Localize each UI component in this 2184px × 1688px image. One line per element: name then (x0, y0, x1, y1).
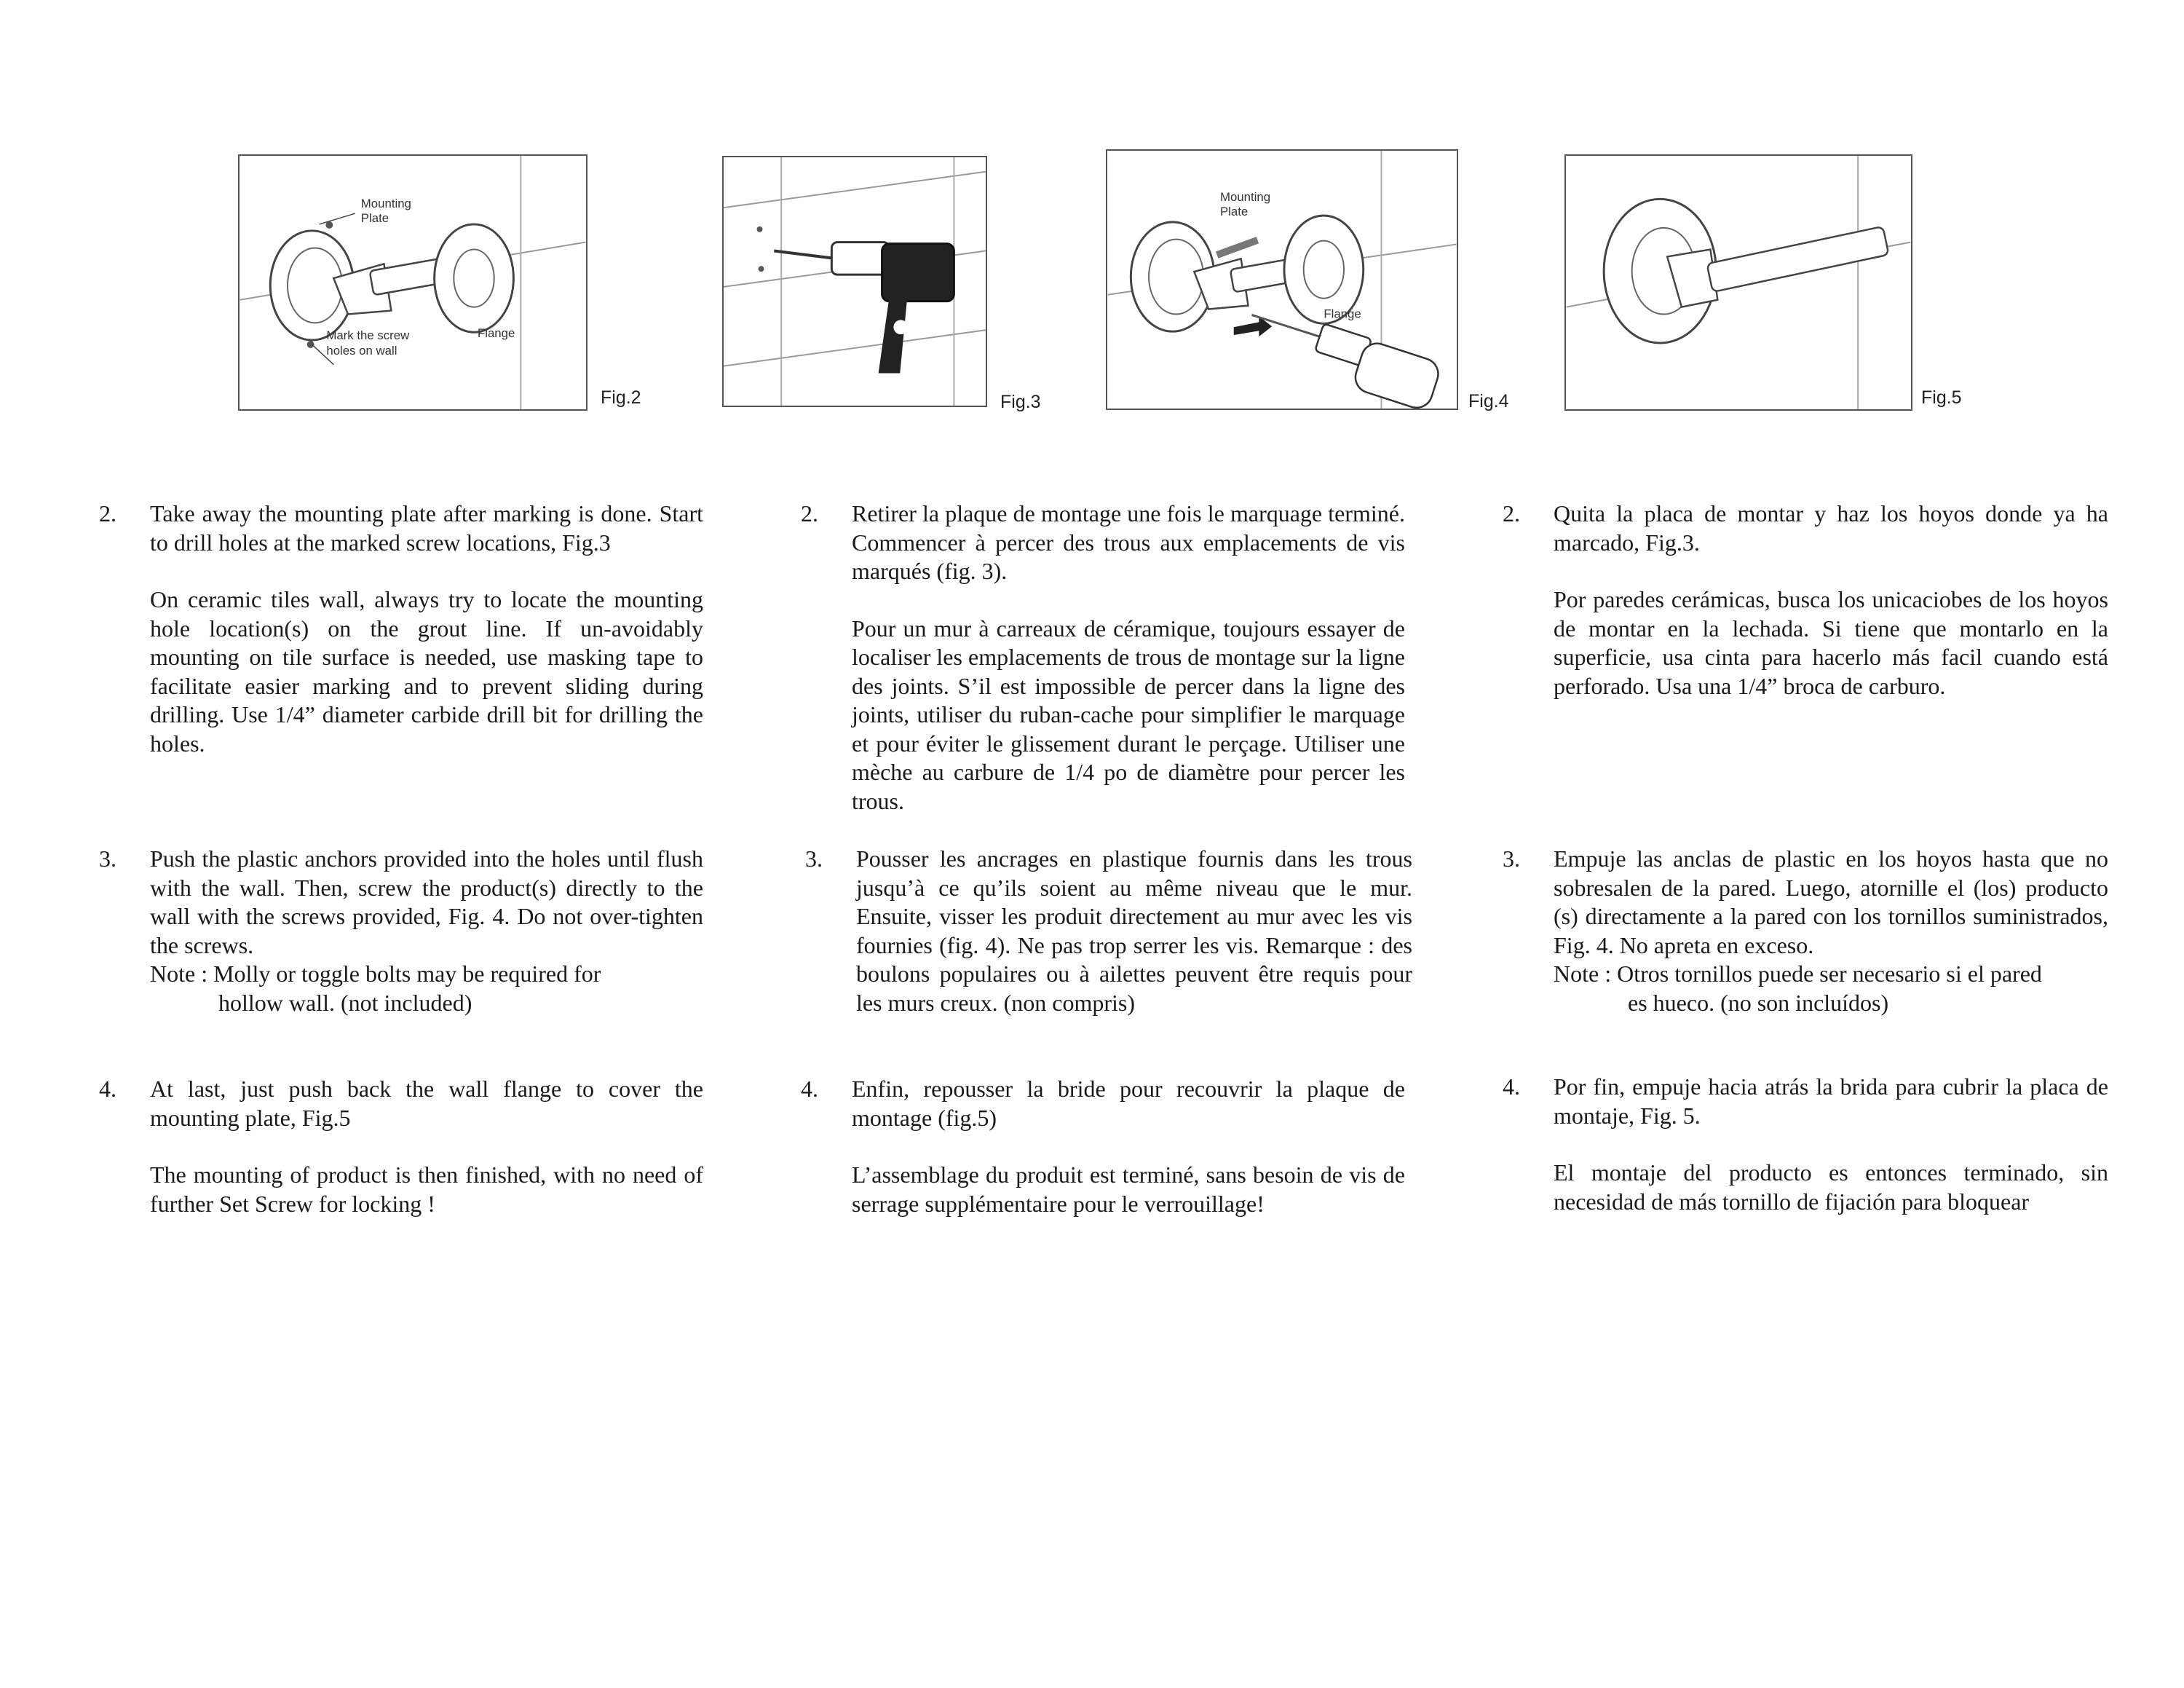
fig4-callout-plate: Plate (1219, 204, 1249, 218)
figure-3-illustration (724, 157, 986, 406)
en-step-2 (99, 500, 703, 758)
column-spanish (1503, 500, 2108, 701)
fr-step-4-para-2: L’assemblage du produit est terminé, sans besoin de vis de serrage supplémentaire pour le verrouillage! (852, 1162, 1405, 1217)
column-french-step4 (801, 1075, 1405, 1218)
fr-step-3-para-1: Pousser les ancrages en plastique fournis dans les trous jusqu’à ce qu’ils soient au même niveau que le mur. Ensuite, visser les produit directement au mur avec les vis fournies (fig. 4). Ne pas trop serrer les vis. Remarque : des boulons populaires ou à ailettes peuvent être requis pour les murs creux. (non compris) (856, 845, 1412, 1016)
fig2-callout-mark-line1: Mark the screw (326, 328, 410, 343)
fig2-callout-mounting: Mounting (360, 197, 411, 211)
figure-4 (1106, 149, 1509, 411)
fig4-label: Fig.4 (1468, 391, 1509, 411)
es-step-2-para-1: Quita la placa de montar y haz los hoyos donde ya ha marcado, Fig.3. (1554, 500, 2108, 556)
fig2-label: Fig.2 (601, 387, 641, 408)
en-step-4-para-1: At last, just push back the wall flange to cover the mounting plate, Fig.5 (150, 1076, 703, 1131)
en-step-2-para-2: On ceramic tiles wall, always try to locate the mounting hole location(s) on the grout line. If un-avoidably mounting on tile surface is needed, use masking tape to facilitate easier marking and to prevent sliding during drilling. Use 1/4” diameter carbide drill bit for drilling the holes. (150, 586, 703, 757)
es-step-3-para-1: Empuje las anclas de plastic en los hoyos hasta que no sobresalen de la pared. Luego, atornille el (los) producto (s) directamente a la pared con los tornillos suministrados, Fig. 4. No apreta en exceso. (1554, 845, 2108, 958)
fr-step-4-para-1: Enfin, repousser la bride pour recouvrir la plaque de montage (fig.5) (852, 1076, 1405, 1131)
fr-step-4 (801, 1075, 1405, 1218)
column-english-step3 (99, 845, 703, 1017)
column-french (801, 500, 1405, 816)
fr-step-3-number: 3. (805, 845, 823, 872)
fig2-callout-plate: Plate (360, 210, 389, 225)
figure-2-illustration (240, 156, 586, 409)
fr-step-2-number: 2. (801, 500, 818, 526)
es-step-4 (1503, 1073, 2108, 1216)
en-step-4 (99, 1075, 703, 1218)
fig2-callout-flange: Flange (477, 326, 515, 341)
figure-3 (722, 156, 1041, 412)
column-spanish-step3 (1503, 845, 2108, 1017)
es-step-3-number: 3. (1503, 845, 1520, 872)
es-step-4-para-2: El montaje del producto es entonces terminado, sin necesidad de más tornillo de fijación para bloquear (1554, 1159, 2108, 1215)
figure-5 (1564, 154, 1962, 411)
es-step-3-note: Note : Otros tornillos puede ser necesario si el pared (1554, 961, 2042, 987)
en-step-4-number: 4. (99, 1076, 116, 1102)
fig2-callout-mark-line2: holes on wall (326, 343, 397, 358)
es-step-2-number: 2. (1503, 500, 1520, 526)
column-spanish-step4 (1503, 1073, 2108, 1216)
fig4-callout-flange: Flange (1324, 307, 1361, 321)
figure-2 (238, 154, 641, 411)
fr-step-2 (801, 500, 1405, 816)
en-step-3-note-cont: hollow wall. (not included) (218, 989, 472, 1016)
en-step-2-number: 2. (99, 500, 116, 526)
es-step-3 (1503, 845, 2108, 1017)
fr-step-3 (805, 845, 1412, 1017)
fr-step-2-para-2: Pour un mur à carreaux de céramique, toujours essayer de localiser les emplacements de trous de montage sur la ligne des joints. S’il est impossible de percer dans la ligne des joints, utiliser du ruban-cache pour simplifier le marquage et pour éviter le glissement durant le perçage. Utiliser une mèche au carbure de 1/4 po de diamètre pour percer les trous. (852, 615, 1405, 814)
fr-step-4-number: 4. (801, 1076, 818, 1102)
es-step-4-number: 4. (1503, 1073, 1520, 1100)
fig5-label: Fig.5 (1921, 387, 1962, 408)
es-step-3-note-cont: es hueco. (no son incluídos) (1628, 989, 1889, 1016)
figure-5-illustration (1566, 156, 1911, 409)
en-step-3-para-1: Push the plastic anchors provided into the holes until flush with the wall. Then, screw the product(s) directly to the wall with the screws provided, Fig. 4. Do not over-tighten the screws. (150, 845, 703, 958)
figure-4-illustration (1107, 151, 1457, 409)
es-step-2 (1503, 500, 2108, 701)
en-step-4-para-2: The mounting of product is then finished, with no need of further Set Screw for locking ! (150, 1162, 703, 1217)
fig4-callout-mounting: Mounting (1219, 190, 1271, 205)
column-english (99, 500, 703, 758)
fig3-label: Fig.3 (1000, 392, 1041, 412)
en-step-2-para-1: Take away the mounting plate after marking is done. Start to drill holes at the marked screw locations, Fig.3 (150, 500, 703, 556)
en-step-3-note: Note : Molly or toggle bolts may be required for (150, 961, 601, 987)
en-step-3-number: 3. (99, 845, 116, 872)
column-english-step4 (99, 1075, 703, 1218)
fr-step-2-para-1: Retirer la plaque de montage une fois le marquage terminé. Commencer à percer des trous aux emplacements de vis marqués (fig. 3). (852, 500, 1405, 584)
es-step-4-para-1: Por fin, empuje hacia atrás la brida para cubrir la placa de montaje, Fig. 5. (1554, 1073, 2108, 1129)
es-step-2-para-2: Por paredes cerámicas, busca los unicaciobes de los hoyos de montar en la lechada. Si tiene que montarlo en la superficie, usa cinta para hacerlo más facil cuando está perforado. Usa una 1/4” broca de carburo. (1554, 586, 2108, 699)
en-step-3 (99, 845, 703, 1017)
column-french-step3 (805, 845, 1412, 1017)
